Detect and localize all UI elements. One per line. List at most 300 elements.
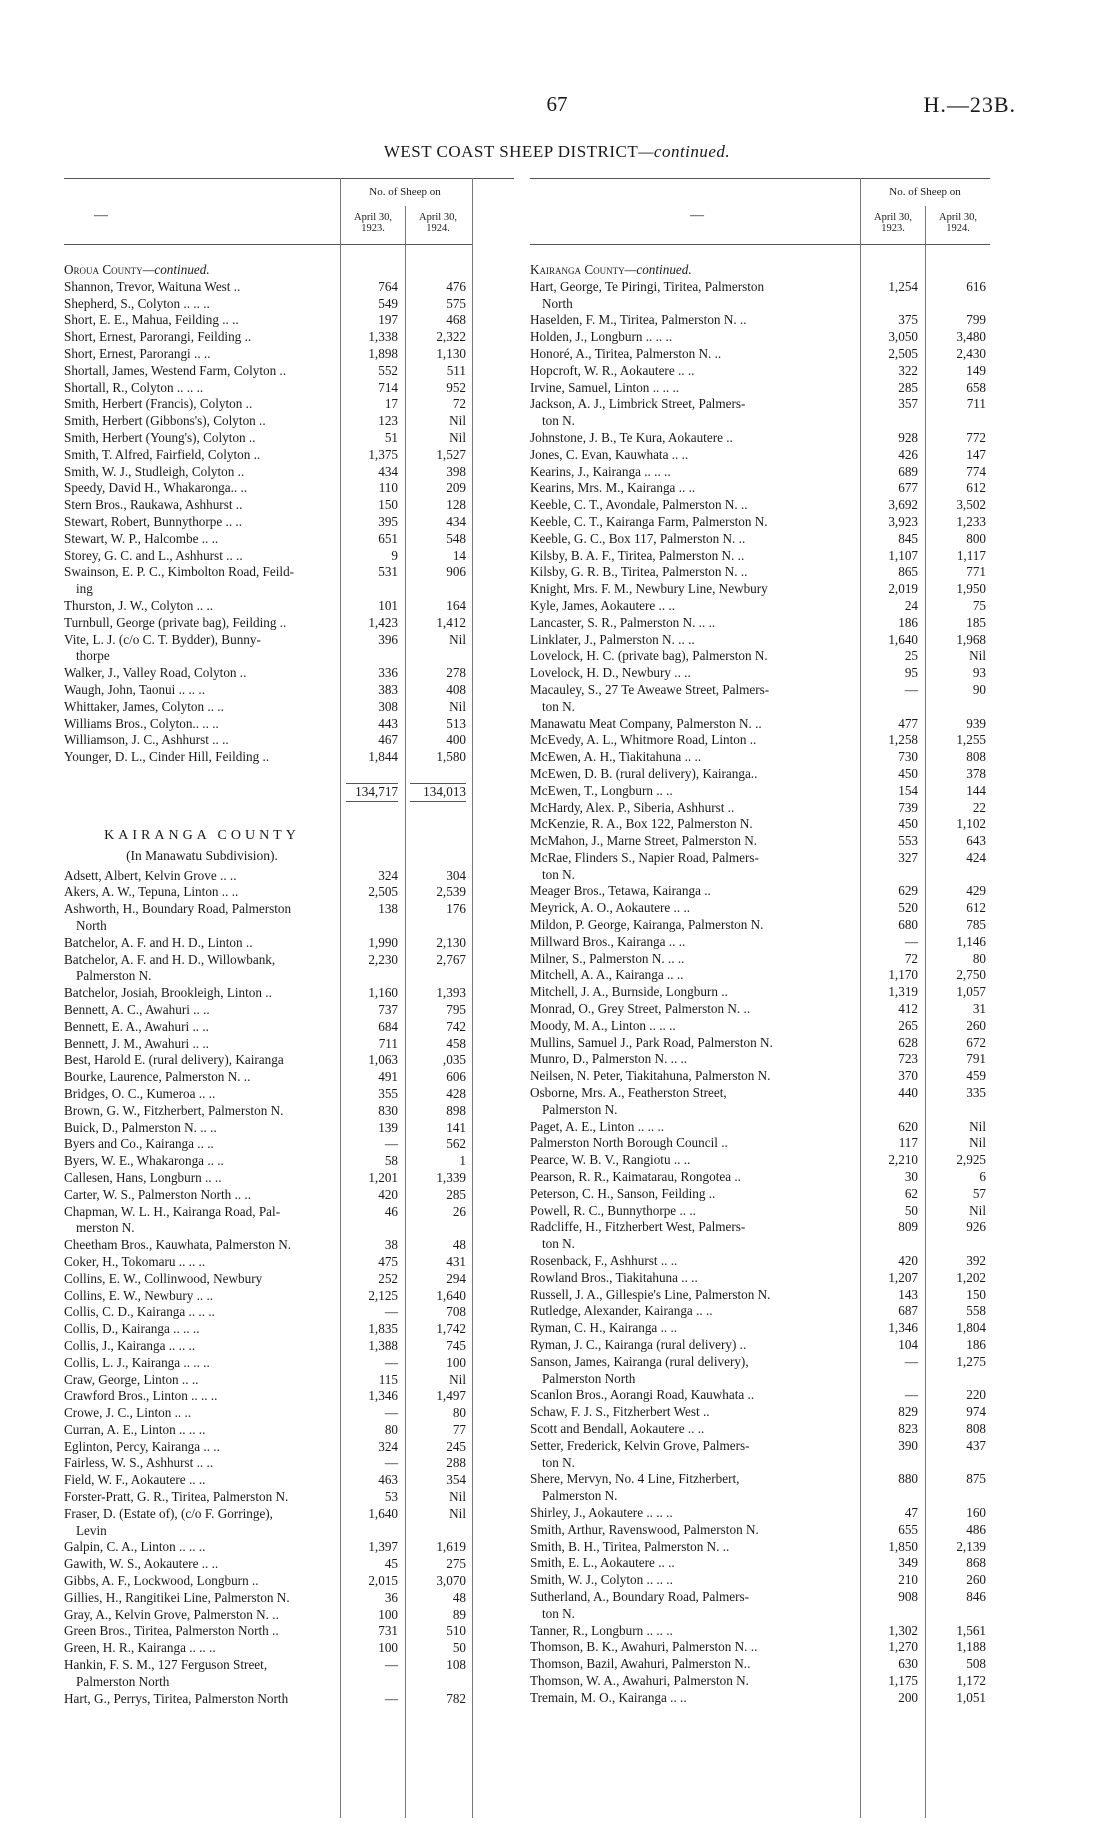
table-row (530, 1623, 990, 1640)
sheep-count-1923: 531 (378, 564, 398, 580)
sheep-count-1923: 450 (898, 816, 918, 832)
sheep-count-1923: 58 (384, 1153, 398, 1169)
table-row (530, 346, 990, 363)
owner-name: Short, Ernest, Parorangi, Feilding .. (64, 329, 252, 345)
table-row (64, 648, 514, 665)
sheep-count-1923: 45 (384, 1556, 398, 1572)
sheep-count-1924: 260 (966, 1572, 986, 1588)
table-row (530, 1051, 990, 1068)
sheep-count-1924: 1,968 (956, 631, 986, 647)
owner-name: Oroua County—continued. (64, 262, 210, 277)
sheep-count-1924: 808 (966, 1420, 986, 1436)
owner-name: Smith, Arthur, Ravenswood, Palmerston N. (530, 1521, 759, 1537)
owner-name: Mitchell, J. A., Burnside, Longburn .. (530, 984, 728, 1000)
table-row (64, 1120, 514, 1137)
page-number: 67 (546, 92, 568, 116)
table-row (530, 1455, 990, 1472)
table-row (530, 716, 990, 733)
sheep-count-1923: 1,375 (368, 446, 398, 462)
sheep-count-1923: 1,835 (368, 1321, 398, 1337)
sheep-count-1924: 1,202 (956, 1269, 986, 1285)
sheep-count-1923: 553 (898, 833, 918, 849)
sheep-count-1924: 846 (966, 1588, 986, 1604)
table-row (530, 1438, 990, 1455)
sheep-count-1924: 643 (966, 833, 986, 849)
owner-name: Holden, J., Longburn .. .. .. (530, 329, 673, 345)
table-row (64, 1539, 514, 1556)
sheep-count-1923: 95 (904, 665, 918, 681)
table-row (64, 1455, 514, 1472)
sheep-count-1924: 431 (446, 1253, 466, 1269)
owner-name: Shortall, James, Westend Farm, Colyton .. (64, 362, 287, 378)
sheep-count-1923: 327 (898, 849, 918, 865)
sheep-count-1924: Nil (969, 1118, 986, 1134)
sheep-count-1924: 335 (966, 1085, 986, 1101)
table-row (530, 816, 990, 833)
table-row (530, 1337, 990, 1354)
table-row (64, 615, 514, 632)
owner-name: Shepherd, S., Colyton .. .. .. (64, 295, 210, 311)
owner-name: Adsett, Albert, Kelvin Grove .. .. (64, 867, 237, 883)
sheep-count-1923: — (384, 1136, 398, 1152)
sheep-count-1924: ,035 (442, 1052, 466, 1068)
sheep-count-1923: 138 (378, 901, 398, 917)
sheep-count-1924: 288 (446, 1455, 466, 1471)
table-row (64, 1472, 514, 1489)
sheep-count-1923: 100 (378, 1606, 398, 1622)
sheep-count-1923: 1,170 (888, 967, 918, 983)
sheep-count-1923: 1,258 (888, 732, 918, 748)
owner-name: Irvine, Samuel, Linton .. .. .. (530, 379, 680, 395)
owner-name: Manawatu Meat Company, Palmerston N. .. (530, 715, 762, 731)
table-row (530, 900, 990, 917)
table-row (64, 1422, 514, 1439)
owner-name: Crowe, J. C., Linton .. .. (64, 1405, 192, 1421)
sheep-count-1923: 53 (384, 1489, 398, 1505)
sheep-count-1923: 880 (898, 1471, 918, 1487)
table-row (64, 1069, 514, 1086)
table-row (530, 1320, 990, 1337)
table-row (64, 1136, 514, 1153)
sheep-count-1923: 737 (378, 1001, 398, 1017)
table-row (530, 1219, 990, 1236)
table-row (64, 1220, 514, 1237)
owner-name: Coker, H., Tokomaru .. .. .. (64, 1253, 206, 1269)
table-row (530, 1253, 990, 1270)
county-subtitle: (In Manawatu Subdivision). (126, 847, 278, 863)
table-row (64, 1623, 514, 1640)
owner-name: Batchelor, Josiah, Brookleigh, Linton .. (64, 985, 272, 1001)
sheep-count-1923: 823 (898, 1420, 918, 1436)
owner-name: Short, Ernest, Parorangi .. .. (64, 345, 211, 361)
table-row (64, 1640, 514, 1657)
sheep-count-1924: 220 (966, 1387, 986, 1403)
sheep-count-1924: 742 (446, 1018, 466, 1034)
owner-name: Field, W. F., Aokautere .. .. (64, 1472, 206, 1488)
header-bottom-rule (530, 244, 990, 245)
sheep-count-1924: 31 (972, 1001, 986, 1017)
sheep-count-1923: 336 (378, 665, 398, 681)
sheep-count-1924: 50 (452, 1640, 466, 1656)
owner-name: Neilsen, N. Peter, Tiakitahuna, Palmerston N. (530, 1068, 771, 1084)
table-row (530, 615, 990, 632)
sheep-count-1924: 906 (446, 564, 466, 580)
owner-name: Shere, Mervyn, No. 4 Line, Fitzherbert, (530, 1471, 740, 1487)
table-row (530, 699, 990, 716)
sheep-count-1924: 785 (966, 917, 986, 933)
table-row (530, 1135, 990, 1152)
sheep-count-1923: 908 (898, 1588, 918, 1604)
owner-name: Bridges, O. C., Kumeroa .. .. (64, 1085, 216, 1101)
left-rows-part1 (64, 262, 514, 800)
sheep-count-1923: 420 (898, 1253, 918, 1269)
sheep-count-1924: 141 (446, 1119, 466, 1135)
sheep-count-1923: 123 (378, 413, 398, 429)
table-row (530, 867, 990, 884)
sheep-count-1924: 80 (972, 950, 986, 966)
owner-name: Cheetham Bros., Kauwhata, Palmerston N. (64, 1237, 292, 1253)
sheep-count-1923: — (904, 1387, 918, 1403)
table-row (64, 497, 514, 514)
sheep-count-1923: 3,692 (888, 497, 918, 513)
sheep-count-1924: 260 (966, 1017, 986, 1033)
sheep-count-1923: 1,175 (888, 1672, 918, 1688)
table-row (530, 1404, 990, 1421)
owner-name: Williamson, J. C., Ashhurst .. .. (64, 732, 229, 748)
sheep-count-1923: 730 (898, 749, 918, 765)
owner-name: Ryman, C. H., Kairanga .. .. (530, 1320, 678, 1336)
table-row (64, 1002, 514, 1019)
sheep-count-1923: 2,019 (888, 581, 918, 597)
table-row (530, 1522, 990, 1539)
owner-name: Forster-Pratt, G. R., Tiritea, Palmerston N. (64, 1489, 289, 1505)
sheep-count-1923: — (904, 681, 918, 697)
owner-name: Munro, D., Palmerston N. .. .. (530, 1051, 688, 1067)
table-row (530, 1572, 990, 1589)
table-row (64, 363, 514, 380)
owner-name: Gillies, H., Rangitikei Line, Palmerston N. (64, 1589, 290, 1605)
header-group-label: No. of Sheep on (889, 186, 961, 198)
sheep-count-1923: 390 (898, 1437, 918, 1453)
sheep-count-1923: 1,319 (888, 984, 918, 1000)
owner-name: Powell, R. C., Bunnythorpe .. .. (530, 1202, 696, 1218)
title-continued: —continued. (638, 142, 731, 161)
owner-name: ton N. (542, 413, 575, 429)
owner-name: ton N. (542, 1454, 575, 1470)
sheep-count-1924: 6 (979, 1169, 986, 1185)
table-row (64, 1573, 514, 1590)
owner-name: Keeble, C. T., Kairanga Farm, Palmerston N. (530, 513, 768, 529)
owner-name: Smith, B. H., Tiritea, Palmerston N. .. (530, 1538, 730, 1554)
table-row (530, 1186, 990, 1203)
owner-name: Younger, D. L., Cinder Hill, Feilding .. (64, 749, 270, 765)
sheep-count-1924: 800 (966, 530, 986, 546)
sheep-count-1924: 3,070 (436, 1573, 466, 1589)
header-group-label: No. of Sheep on (369, 186, 441, 198)
sheep-count-1924: 458 (446, 1035, 466, 1051)
sheep-count-1923: 426 (898, 446, 918, 462)
sheep-count-1923: 731 (378, 1623, 398, 1639)
owner-name: Thomson, Bazil, Awahuri, Palmerston N.. (530, 1656, 751, 1672)
table-row (530, 1387, 990, 1404)
owner-name: Batchelor, A. F. and H. D., Willowbank, (64, 951, 276, 967)
sheep-count-1923: 443 (378, 715, 398, 731)
sheep-count-1924: 1,742 (436, 1321, 466, 1337)
table-row (530, 581, 990, 598)
sheep-count-1924: 799 (966, 312, 986, 328)
owner-name: Lancaster, S. R., Palmerston N. .. .. (530, 614, 716, 630)
sheep-count-1924: 2,430 (956, 345, 986, 361)
sheep-count-1924: 80 (452, 1405, 466, 1421)
sheep-count-1923: 549 (378, 295, 398, 311)
table-row (530, 1068, 990, 1085)
owner-name: Best, Harold E. (rural delivery), Kairanga (64, 1052, 284, 1068)
sheep-count-1924: Nil (449, 698, 466, 714)
owner-name: Chapman, W. L. H., Kairanga Road, Pal- (64, 1203, 281, 1219)
owner-name: Millward Bros., Kairanga .. .. (530, 933, 686, 949)
sheep-count-1923: 50 (904, 1202, 918, 1218)
sheep-count-1924: 1,393 (436, 985, 466, 1001)
table-row (64, 1506, 514, 1523)
table-row (64, 1204, 514, 1221)
owner-name: Bennett, J. M., Awahuri .. .. (64, 1035, 209, 1051)
sheep-count-1923: 714 (378, 379, 398, 395)
sheep-count-1923: 1,346 (368, 1388, 398, 1404)
sheep-count-1924: Nil (969, 1202, 986, 1218)
left-rows-part2 (64, 868, 514, 1708)
table-row (64, 1237, 514, 1254)
sheep-count-1923: 395 (378, 513, 398, 529)
sheep-count-1924: Nil (449, 1489, 466, 1505)
table-row (64, 1086, 514, 1103)
left-table-header (64, 178, 514, 238)
sheep-count-1923: 680 (898, 917, 918, 933)
table-row (530, 514, 990, 531)
sheep-count-1923: 396 (378, 631, 398, 647)
table-row (530, 1639, 990, 1656)
owner-name: Fairless, W. S., Ashhurst .. .. (64, 1455, 214, 1471)
sheep-count-1923: 845 (898, 530, 918, 546)
sheep-count-1924: 1,233 (956, 513, 986, 529)
table-row (530, 480, 990, 497)
owner-name: Eglinton, Percy, Kairanga .. .. (64, 1438, 220, 1454)
sheep-count-1923: 375 (898, 312, 918, 328)
table-row (64, 1304, 514, 1321)
owner-name: merston N. (76, 1220, 135, 1236)
sheep-count-1923: 552 (378, 362, 398, 378)
sheep-count-1924: 408 (446, 681, 466, 697)
owner-name: Walker, J., Valley Road, Colyton .. (64, 665, 247, 681)
sheep-count-1924: 1,051 (956, 1689, 986, 1705)
owner-name: Thomson, B. K., Awahuri, Palmerston N. .. (530, 1639, 758, 1655)
sheep-count-1923: 285 (898, 379, 918, 395)
owner-name: Collins, E. W., Collinwood, Newbury (64, 1270, 263, 1286)
sheep-count-1924: 160 (966, 1504, 986, 1520)
sheep-count-1924: 1,255 (956, 732, 986, 748)
owner-name: Fraser, D. (Estate of), (c/o F. Gorringe), (64, 1505, 273, 1521)
sheep-count-1923: 143 (898, 1286, 918, 1302)
owner-name: Smith, Herbert (Gibbons's), Colyton .. (64, 413, 266, 429)
table-row (64, 514, 514, 531)
table-row (64, 1103, 514, 1120)
sheep-count-1924: 186 (966, 1337, 986, 1352)
owner-name: Gawith, W. S., Aokautere .. .. (64, 1556, 219, 1572)
sheep-count-1923: 684 (378, 1018, 398, 1034)
sheep-count-1923: 928 (898, 429, 918, 445)
sheep-count-1923: 370 (898, 1068, 918, 1084)
sheep-count-1923: 1,160 (368, 985, 398, 1001)
sheep-count-1924: 100 (446, 1354, 466, 1370)
table-row (64, 1271, 514, 1288)
county-title: KAIRANGA COUNTY (104, 827, 300, 843)
sheep-count-1924: 898 (446, 1102, 466, 1118)
table-row (64, 581, 514, 598)
owner-name: Carter, W. S., Palmerston North .. .. (64, 1186, 252, 1202)
sheep-count-1924: 400 (446, 732, 466, 748)
table-row (530, 380, 990, 397)
owner-name: McEwen, D. B. (rural delivery), Kairanga.. (530, 765, 758, 781)
table-row (530, 1001, 990, 1018)
sheep-count-1924: 150 (966, 1286, 986, 1302)
table-row (64, 447, 514, 464)
table-row (530, 682, 990, 699)
sheep-count-1924: 354 (446, 1472, 466, 1488)
sheep-count-1923: — (384, 1405, 398, 1421)
sheep-count-1923: 349 (898, 1555, 918, 1571)
owner-name: ton N. (542, 866, 575, 882)
sheep-count-1924: 2,139 (956, 1538, 986, 1554)
owner-name: North (542, 295, 573, 311)
table-row (64, 665, 514, 682)
sheep-count-1923: 117 (898, 1135, 918, 1151)
owner-name: Monrad, O., Grey Street, Palmerston N. .. (530, 1001, 751, 1017)
owner-name: Thomson, W. A., Awahuri, Palmerston N. (530, 1672, 749, 1688)
table-row (64, 346, 514, 363)
owner-name: Collis, J., Kairanga .. .. .. (64, 1337, 196, 1353)
sheep-count-1924: 304 (446, 867, 466, 883)
table-row (64, 1657, 514, 1674)
sheep-count-1924: 93 (972, 665, 986, 681)
owner-name: Smith, W. J., Colyton .. .. .. (530, 1572, 673, 1588)
sheep-count-1923: 2,210 (888, 1152, 918, 1168)
table-row (530, 531, 990, 548)
total-row (64, 783, 514, 800)
sheep-count-1924: 562 (446, 1136, 466, 1152)
sheep-count-1924: 3,502 (956, 497, 986, 513)
owner-name: Green, H. R., Kairanga .. .. .. (64, 1640, 216, 1656)
sheep-count-1923: 324 (378, 867, 398, 883)
owner-name: McRae, Flinders S., Napier Road, Palmers- (530, 849, 759, 865)
sheep-count-1924: 711 (966, 396, 986, 412)
sheep-count-1923: 1,107 (888, 547, 918, 563)
sheep-count-1924: 164 (446, 597, 466, 613)
sheep-count-1924: 575 (446, 295, 466, 311)
sheep-count-1923: 1,850 (888, 1538, 918, 1554)
sheep-count-1924: 1,580 (436, 749, 466, 765)
sheep-count-1923: 2,505 (368, 884, 398, 900)
owner-name: Jackson, A. J., Limbrick Street, Palmers- (530, 396, 746, 412)
owner-name: Gibbs, A. F., Lockwood, Longburn .. (64, 1573, 259, 1589)
owner-name: Waugh, John, Taonui .. .. .. (64, 681, 205, 697)
table-row (530, 1690, 990, 1707)
sheep-count-1924: Nil (969, 1135, 986, 1151)
header-dash: — (94, 208, 108, 223)
table-row (64, 430, 514, 447)
sheep-count-1923: 467 (378, 732, 398, 748)
sheep-count-1923: 830 (378, 1102, 398, 1118)
table-row (64, 329, 514, 346)
table-row (64, 1036, 514, 1053)
owner-name: Collis, L. J., Kairanga .. .. .. (64, 1354, 210, 1370)
owner-name: Keeble, C. T., Avondale, Palmerston N. .. (530, 497, 748, 513)
owner-name: Tanner, R., Longburn .. .. .. (530, 1622, 673, 1638)
owner-name: Smith, Herbert (Young's), Colyton .. (64, 429, 256, 445)
owner-name: Stern Bros., Raukawa, Ashhurst .. (64, 497, 243, 513)
owner-name: Haselden, F. M., Tiritea, Palmerston N. .. (530, 312, 747, 328)
table-row (64, 548, 514, 565)
sheep-count-1924: 510 (446, 1623, 466, 1639)
owner-name: Palmerston N. (542, 1488, 618, 1504)
sheep-count-1923: 308 (378, 698, 398, 714)
section-heading (530, 262, 990, 279)
table-row (530, 1421, 990, 1438)
sheep-count-1924: 294 (446, 1270, 466, 1286)
sheep-count-1923: 1,338 (368, 329, 398, 345)
table-row (530, 396, 990, 413)
sheep-count-1924: 1,804 (956, 1320, 986, 1336)
sheep-count-1924: 672 (966, 1034, 986, 1050)
table-row (64, 1321, 514, 1338)
sheep-count-1924: 795 (446, 1001, 466, 1017)
owner-name: Kilsby, B. A. F., Tiritea, Palmerston N. .. (530, 547, 745, 563)
owner-name: Kyle, James, Aokautere .. .. (530, 597, 676, 613)
owner-name: Palmerston N. (76, 968, 152, 984)
owner-name: Hart, George, Te Piringi, Tiritea, Palmerston (530, 278, 765, 294)
owner-name: Scott and Bendall, Aokautere .. .. (530, 1420, 705, 1436)
sheep-count-1923: 420 (378, 1186, 398, 1202)
table-row (530, 1119, 990, 1136)
sheep-count-1923: 620 (898, 1118, 918, 1134)
owner-name: Sanson, James, Kairanga (rural delivery), (530, 1353, 749, 1369)
table-row (64, 935, 514, 952)
sheep-count-1923: 100 (378, 1640, 398, 1656)
sheep-count-1924: 77 (452, 1421, 466, 1437)
sheep-count-1923: 689 (898, 463, 918, 479)
owner-name: Schaw, F. J. S., Fitzherbert West .. (530, 1404, 710, 1420)
owner-name: Mitchell, A. A., Kairanga .. .. (530, 967, 684, 983)
header-col-1923: April 30, 1923. (354, 212, 392, 234)
sheep-count-1923: 1,302 (888, 1622, 918, 1638)
table-row (64, 1388, 514, 1405)
table-row (64, 1523, 514, 1540)
sheep-count-1924: 48 (452, 1237, 466, 1253)
table-row (64, 1338, 514, 1355)
header-bottom-rule (64, 244, 472, 245)
table-row (64, 1439, 514, 1456)
sheep-count-1924: 782 (446, 1690, 466, 1706)
table-row (530, 1085, 990, 1102)
owner-name: Bennett, A. C., Awahuri .. .. (64, 1001, 210, 1017)
sheep-count-1924: 89 (452, 1606, 466, 1622)
header-col-1924: April 30, 1924. (939, 212, 977, 234)
owner-name: Moody, M. A., Linton .. .. .. (530, 1017, 676, 1033)
table-row (64, 632, 514, 649)
owner-name: Palmerston North Borough Council .. (530, 1135, 728, 1151)
sheep-count-1924: 176 (446, 901, 466, 917)
owner-name: Peterson, C. H., Sanson, Feilding .. (530, 1185, 716, 1201)
table-row (530, 1371, 990, 1388)
table-row (64, 1607, 514, 1624)
